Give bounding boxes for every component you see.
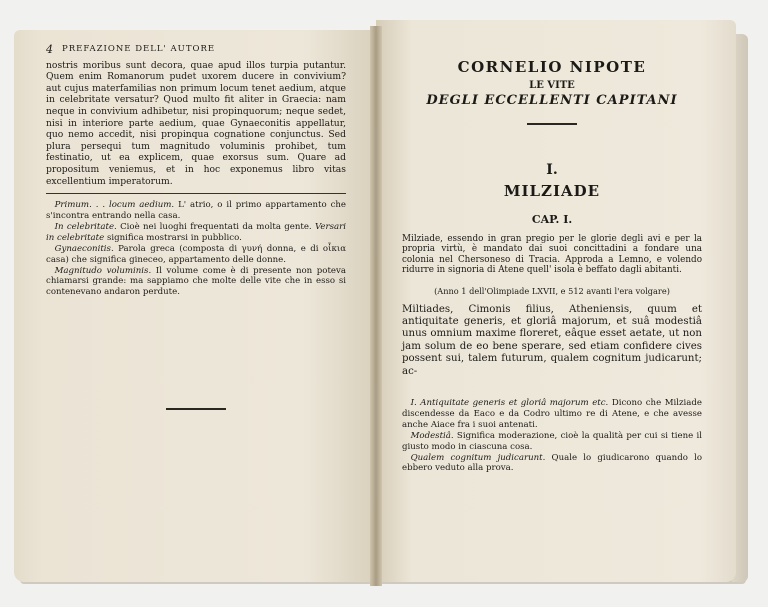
- left-page-content: [46, 44, 346, 410]
- left-body-text: [46, 60, 346, 188]
- footnote: Gynaeconitis. Parola greca (composta di γυνή donna, e di οἶκια casa) che significa gineceo, appartamento delle donne.: [46, 243, 346, 265]
- footnote-divider: [46, 193, 346, 194]
- book-gutter: [370, 26, 382, 586]
- chapter-title: MILZIADE: [503, 182, 601, 201]
- page-number: 4: [46, 43, 54, 56]
- footnote: Magnitudo voluminis. Il volume come è di presente non poteva chiamarsi grande: ma sappiamo che molte delle vite che in esso si contenevano andaron perdute.: [46, 265, 346, 298]
- main-latin-text: Miltiades, Cimonis filius, Atheniensis, quum et antiquitate generis, et gloriâ majorum, et suâ modestiâ unus omnium maxime floreret, eâque esset aetate, ut non jam solum de eo bene sperare, sed etiam confidere cives possent sui, talem futurum, qualem cognitum judicarunt; ac-: [402, 303, 702, 377]
- author-heading: CORNELIO NIPOTE: [457, 58, 647, 76]
- chapter-summary: Milziade, essendo in gran pregio per le glorie degli avi e per la propria virtù, è mandato dai suoi concittadini a fondare una colonia nel Chersoneso di Tracia. Approda a Lemno, e volendo ridurre in signoria di Atene quell' isola è beffato dagli abitanti.: [402, 233, 702, 276]
- footnote: Primum. . . locum aedium. L' atrio, o il primo appartamento che s'incontra entrando nella casa.: [46, 200, 347, 222]
- section-heading: CAP. I.: [531, 212, 573, 226]
- footnote: In celebritate. Cioè nei luoghi frequentati da molta gente. Versari in celebritate significa mostrarsi in pubblico.: [46, 221, 346, 243]
- right-footnotes: [402, 398, 702, 474]
- running-head: PREFAZIONE DELL' AUTORE: [62, 44, 216, 54]
- date-line: (Anno 1 dell'Olimpiade LXVII, e 512 avanti l'era volgare): [434, 285, 670, 296]
- running-header: [46, 44, 346, 56]
- right-page-content: [402, 58, 703, 474]
- work-title-line-2: DEGLI ECCELLENTI CAPITANI: [426, 93, 678, 109]
- footnote: Modestiâ. Significa moderazione, cioè la qualità per cui si tiene il giusto modo in ciascuna cosa.: [402, 430, 702, 452]
- footnote: I. Antiquitate generis et gloriâ majorum etc. Dicono che Milziade discendesse da Eaco e da Codro ultimo re di Atene, e che avesse anche Aiace fra i suoi antenati.: [402, 397, 703, 430]
- section-end-rule: [166, 408, 226, 410]
- left-footnotes: [46, 200, 346, 298]
- footnote: Qualem cognitum judicarunt. Quale lo giudicarono quando lo ebbero veduto alla prova.: [402, 452, 702, 474]
- chapter-numeral: I.: [546, 161, 558, 178]
- left-body-paragraph: nostris moribus sunt decora, quae apud illos turpia putantur. Quem enim Romanorum pudet uxorem ducere in convivium? aut cujus materfamilias non primum locum tenet aedium, atque in celebritate versatur? Quod multo fit aliter in Graecia: nam neque in convivium adhibetur, nisi propinquorum; neque sedet, nisi in interiore parte aedium, quae Gynaeconitis appellatur, quo nemo accedit, nisi propinqua cognatione conjunctus. Sed plura persequi tum magnitudo voluminis prohibet, tum festinatio, ut ea explicem, quae exorsus sum. Quare ad propositum veniemus, et in hoc exponemus libro vitas excellentium imperatorum.: [46, 59, 346, 187]
- work-title-line-1: LE VITE: [529, 79, 575, 91]
- title-rule: [527, 123, 577, 125]
